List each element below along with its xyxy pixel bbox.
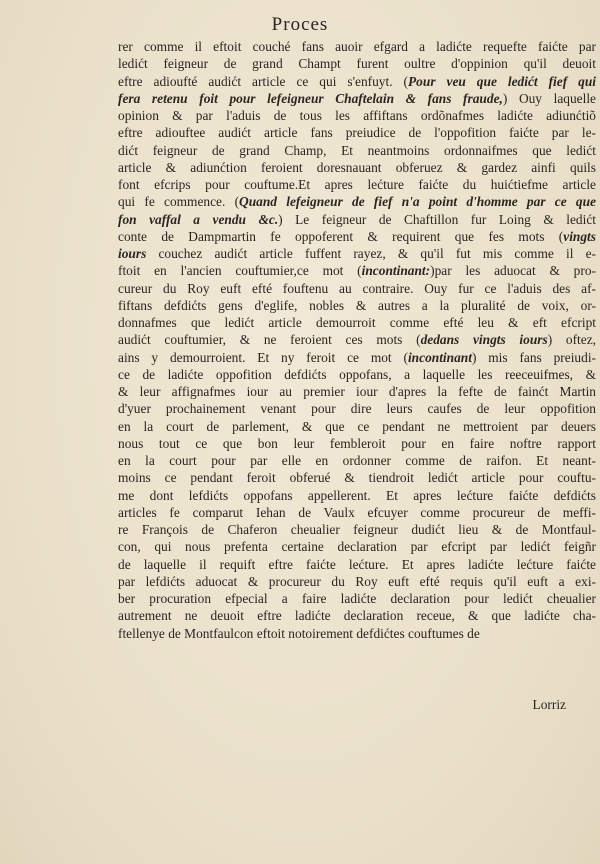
text-segment: ) Le feigneur de Chaftillon fur Loing & ledićt [278, 211, 596, 227]
text-segment: ftoit en l'ancien couftumier,ce mot ( [118, 263, 362, 279]
text-segment: cureur du Roy euft efté fouftenu au contraire. Ouy fur ce l'aduis des af- [118, 280, 596, 296]
text-line [118, 556, 596, 573]
catchword: Lorriz [532, 697, 566, 712]
text-line [118, 107, 596, 124]
text-segment: articles fe comparut Iehan de Vaulx efcuyer comme procureur de meffi- [118, 504, 596, 520]
text-segment: eftre adiouftee audićt article fans preiudice de l'oppofition faićte par le- [118, 125, 596, 141]
text-line [118, 504, 596, 521]
text-segment: ains y demourroient. Et ny feroit ce mot ( [118, 349, 408, 365]
italic-segment: iours [118, 246, 147, 261]
text-segment: qui fe commence. ( [118, 194, 240, 210]
body-text [118, 38, 596, 642]
text-line [118, 538, 596, 555]
italic-segment: incontinant [407, 349, 472, 365]
text-segment: ce de ladićte oppofition defdićts oppofans, a laquelle les reeceuifmes, & [118, 366, 596, 382]
text-line [118, 452, 596, 469]
text-segment: autrement ne deuoit eftre ladićte declaration receue, & que ladićte cha- [118, 608, 596, 624]
text-segment: re François de Chaferon cheualier feigneur dudićt lieu & de Montfaul- [118, 522, 596, 537]
italic-segment: incontinant: [361, 263, 431, 279]
text-line [118, 349, 596, 366]
text-line [118, 469, 596, 486]
text-segment: me dont lefdićts oppofans appellerent. Et apres lećture faićte defdićts [118, 487, 596, 503]
text-line [118, 38, 596, 55]
text-segment: ) oftez, [547, 332, 596, 348]
text-segment: opinion & par l'aduis de tous les affiftans ordõnafmes ladićte adiunćtiõ [118, 108, 596, 123]
text-line [118, 331, 596, 348]
text-segment: ) mis fans preiudi- [471, 349, 596, 365]
text-segment: en la court de parlement, & que ce pendant ne mettroient par deuers [118, 418, 596, 434]
text-segment: & leur affignafmes iour au premier iour d'apres la fefte de fainćt Martin [118, 384, 596, 399]
text-line [118, 280, 596, 297]
text-line [118, 193, 596, 210]
text-line [118, 383, 596, 400]
italic-segment: fera retenu foit pour lefeigneur Chaftelain & fans fraude, [118, 90, 503, 106]
text-segment: de laquelle il requift eftre faićte lećture. Et apres ladićte lećture faićte [118, 556, 596, 572]
italic-segment: Quand lefeigneur de fief n'a point d'homme par ce que [239, 194, 596, 210]
text-segment: con, qui nous prefenta certaine declaration par efcript par ledićt feigñr [118, 539, 596, 555]
text-line [118, 297, 596, 314]
text-segment: font efcrips pour couftume.Et apres lećture faićte du huićtiefme article [118, 177, 596, 192]
text-segment: audićt couftumier, & ne feroient ces mots ( [118, 332, 421, 348]
text-segment: conte de Dampmartin fe oppoferent & requirent que fes mots ( [118, 228, 564, 244]
text-line [118, 400, 596, 417]
text-segment: ber procuration efpecial a faire ladićte declaration pour ledićt cheualier [118, 591, 596, 606]
text-line [118, 590, 596, 607]
text-segment: article & adiunćtion feroient doresnauant obferuez & gardez ainfi quils [118, 159, 596, 175]
text-segment: eftre adioufté audićt article ce qui s'enfuyt. ( [118, 73, 408, 89]
italic-segment: dedans vingts iours [420, 332, 548, 348]
text-line [118, 262, 596, 279]
text-segment: en la court pour par elle en ordonner comme de raifon. Et neant- [118, 453, 596, 468]
italic-segment: fon vaffal a vendu &c. [118, 211, 279, 227]
text-line [118, 124, 596, 141]
italic-segment: Pour veu que ledićt fief qui [408, 73, 596, 89]
italic-segment: vingts [563, 228, 596, 244]
text-line [118, 521, 596, 538]
text-line [118, 55, 596, 72]
text-line [118, 625, 596, 642]
text-segment: moins ce pendant feroit obferué & tiendroit ledićt article pour couftu- [118, 470, 596, 486]
text-line [118, 228, 596, 245]
text-line [118, 245, 596, 262]
text-segment: nous tout ce que bon leur fembleroit pour en faire noftre rapport [118, 435, 596, 451]
text-segment: )par les aduocat & pro- [430, 263, 596, 279]
text-segment: ledićt feigneur de grand Champt furent oultre d'oppinion qu'il deuoit [118, 56, 596, 72]
text-segment: ) Ouy laquelle [502, 90, 596, 106]
text-line [118, 435, 596, 452]
text-line [118, 314, 596, 331]
text-line [118, 418, 596, 435]
text-segment: par lefdićts aduocat & procureur du Roy euft efté requis qu'il euft a exi- [118, 573, 596, 589]
text-segment: d'yuer prochainement venant pour dire leurs caufes de leur oppofition [118, 401, 596, 417]
text-segment: couchez audićt article fuffent rayez, & qu'il fut mis comme il e- [146, 246, 596, 261]
running-head: Proces [271, 14, 329, 35]
text-line [118, 90, 596, 107]
text-segment: dićt feigneur de grand Champ, Et neantmoins ordonnaifmes que ledićt [118, 142, 596, 158]
text-line [118, 176, 596, 193]
text-segment: fiftans defdićts gens d'eglife, nobles & autres a la pluralité de voix, or- [118, 297, 596, 313]
text-line [118, 366, 596, 383]
text-line [118, 142, 596, 159]
text-line [118, 73, 596, 90]
text-line [118, 211, 596, 228]
text-line [118, 487, 596, 504]
text-segment: ftellenye de Montfaulcon eftoit notoirement defdićtes couftumes de [118, 625, 480, 641]
text-segment: donnafmes que ledićt article demourroit comme efté leu & eft efcript [118, 315, 596, 330]
text-segment: rer comme il eftoit couché fans auoir efgard a ladićte requefte faićte par [118, 39, 596, 54]
text-line [118, 607, 596, 624]
text-line [118, 573, 596, 590]
text-line [118, 159, 596, 176]
